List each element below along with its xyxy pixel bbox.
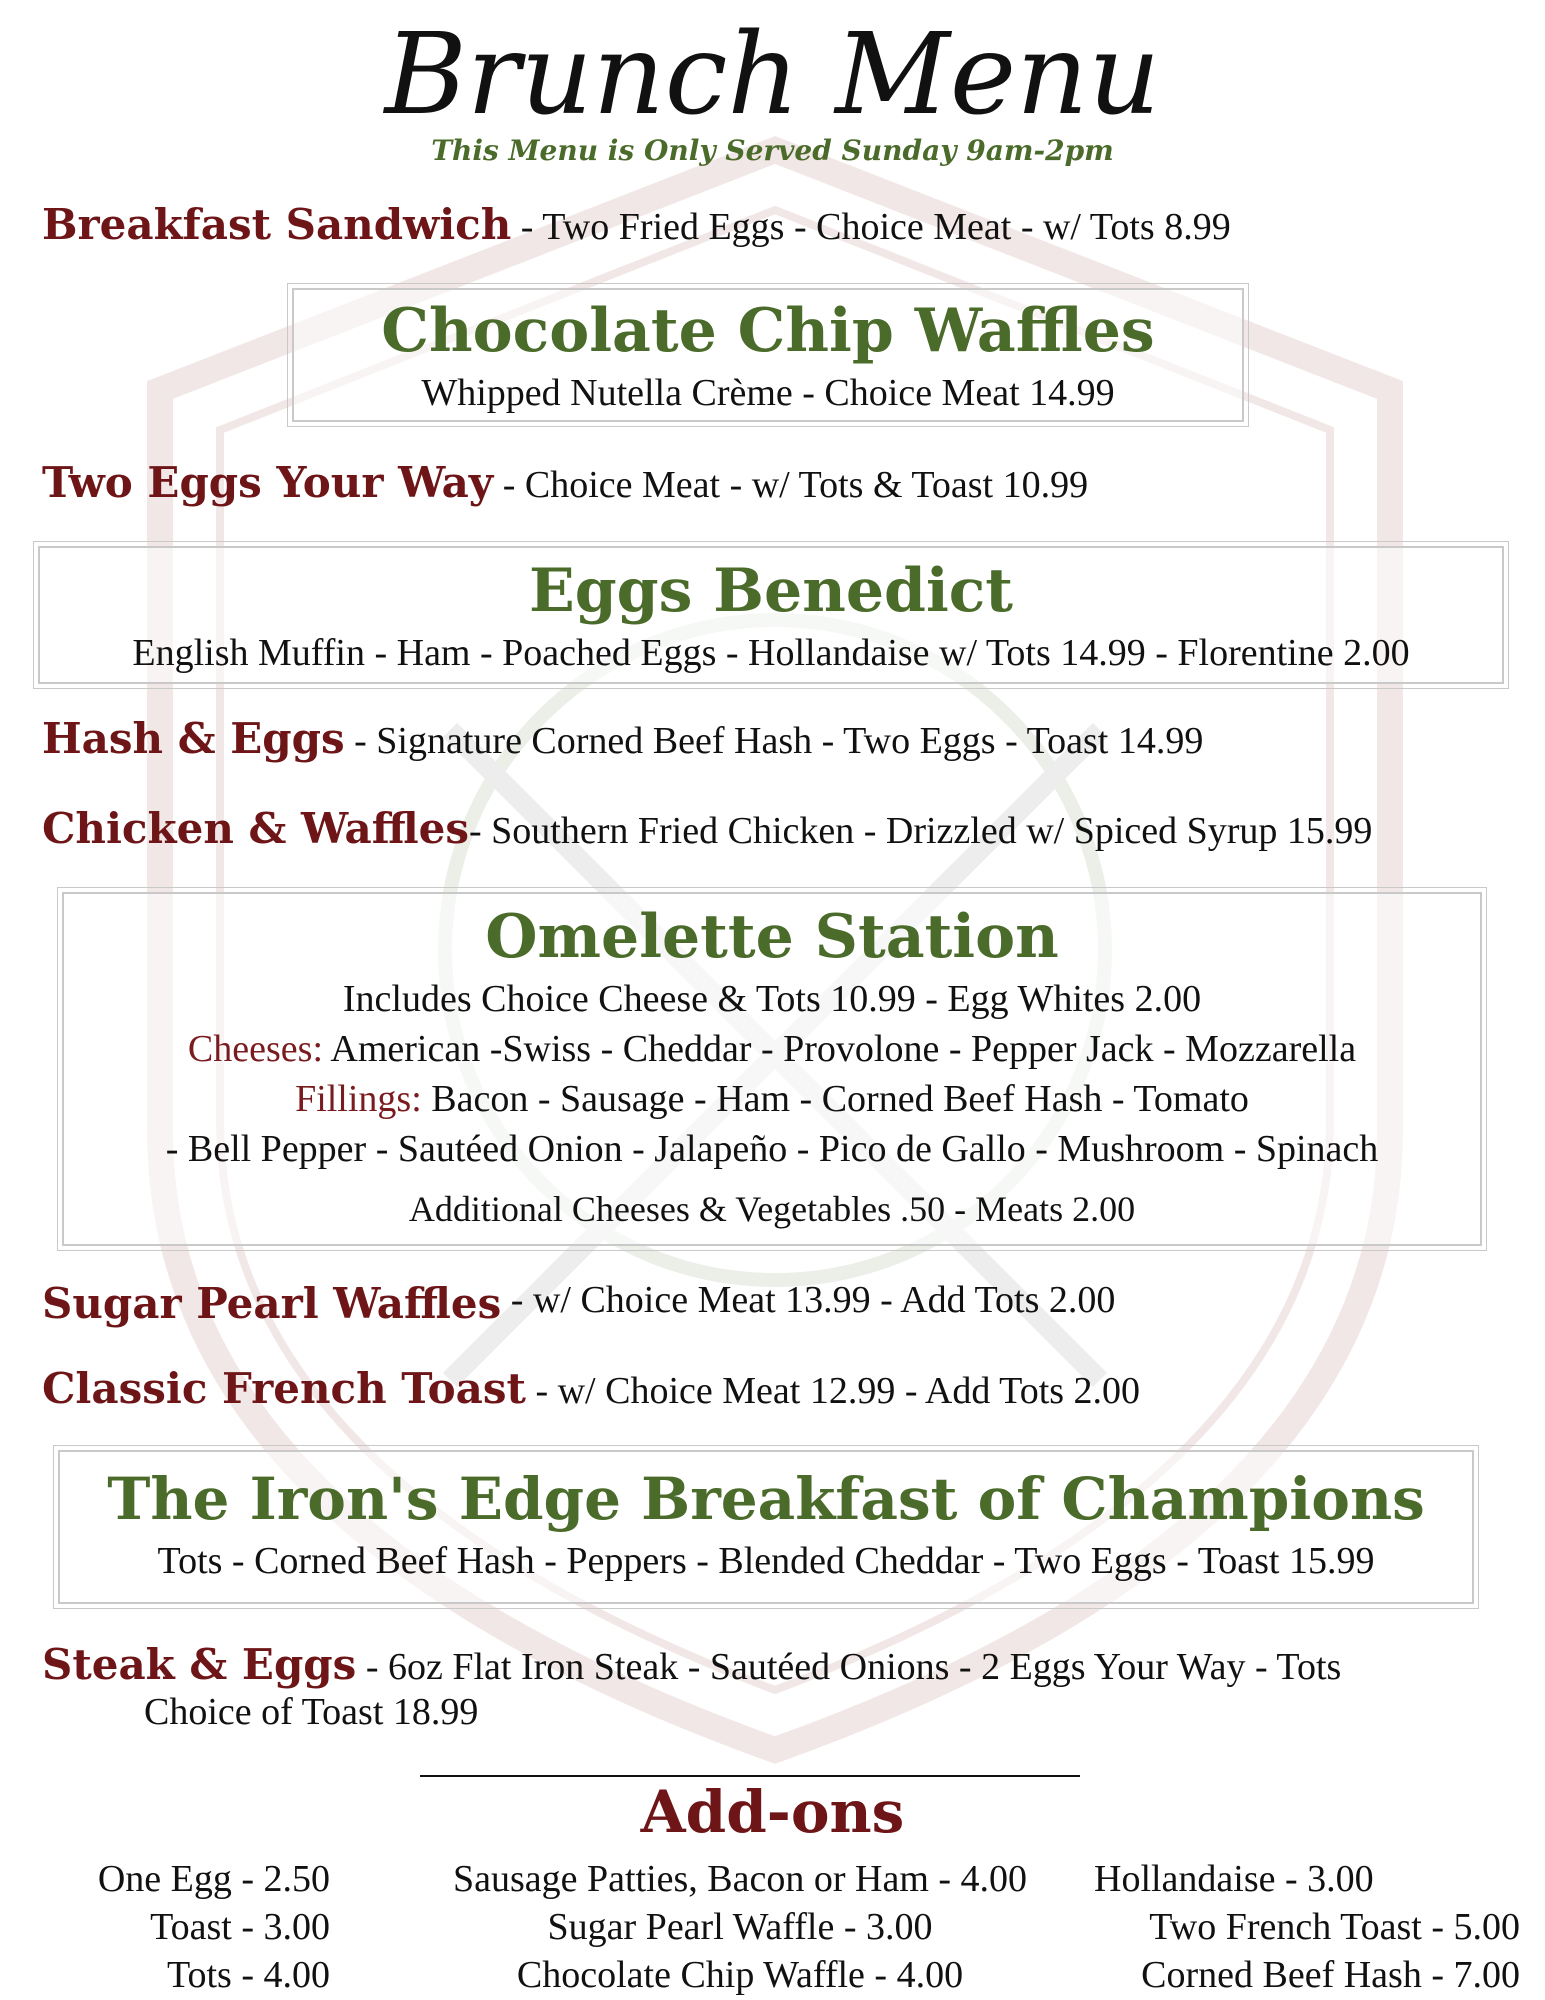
item-description: - w/ Choice Meat 12.99 - Add Tots 2.00 xyxy=(525,1370,1141,1412)
addon-item: Toast - 3.00 xyxy=(150,1906,330,1948)
box-title: Omelette Station xyxy=(485,902,1059,972)
item-name: Two Eggs Your Way xyxy=(42,458,494,507)
item-description-continued: Choice of Toast 18.99 xyxy=(144,1691,479,1733)
menu-item-hash-eggs xyxy=(42,714,1203,763)
item-description: - Two Fried Eggs - Choice Meat - w/ Tots 8.99 xyxy=(511,206,1231,248)
omelette-extras: Additional Cheeses & Vegetables .50 - Meats 2.00 xyxy=(408,1189,1136,1229)
omelette-cheeses xyxy=(64,1024,1480,1074)
box-description: Tots - Corned Beef Hash - Peppers - Blended Cheddar - Two Eggs - Toast 15.99 xyxy=(157,1540,1375,1582)
addon-item: Sugar Pearl Waffle - 3.00 xyxy=(547,1906,933,1948)
featured-box-benedict xyxy=(38,546,1504,684)
box-description: Whipped Nutella Crème - Choice Meat 14.99 xyxy=(421,372,1115,414)
menu-subtitle: This Menu is Only Served Sunday 9am-2pm xyxy=(431,134,1114,167)
featured-box-champions xyxy=(58,1450,1474,1604)
fillings-list: Bacon - Sausage - Ham - Corned Beef Hash - Tomato xyxy=(421,1078,1249,1120)
cheeses-list: American -Swiss - Cheddar - Provolone - Pepper Jack - Mozzarella xyxy=(323,1028,1357,1070)
omelette-fillings-continued: - Bell Pepper - Sautéed Onion - Jalapeño - Pico de Gallo - Mushroom - Spinach xyxy=(165,1128,1379,1170)
omelette-includes: Includes Choice Cheese & Tots 10.99 - Egg Whites 2.00 xyxy=(342,978,1202,1020)
omelette-fillings xyxy=(64,1074,1480,1124)
menu-item-sugar-pearl-waffles xyxy=(42,1278,1115,1328)
item-description: - Choice Meat - w/ Tots & Toast 10.99 xyxy=(493,464,1089,506)
addon-item: One Egg - 2.50 xyxy=(97,1858,330,1900)
item-description: - Signature Corned Beef Hash - Two Eggs - Toast 14.99 xyxy=(344,720,1204,762)
item-description: - w/ Choice Meat 13.99 - Add Tots 2.00 xyxy=(501,1279,1116,1321)
item-name: Breakfast Sandwich xyxy=(42,200,512,249)
menu-item-steak-eggs xyxy=(42,1640,1341,1689)
addons-column-3 xyxy=(1090,1855,1520,1999)
addons-title: Add-ons xyxy=(640,1778,905,1846)
menu-title: Brunch Menu xyxy=(384,10,1161,140)
addons-column-2 xyxy=(410,1855,1070,1999)
addon-item: Sausage Patties, Bacon or Ham - 4.00 xyxy=(452,1858,1028,1900)
item-name: Classic French Toast xyxy=(42,1364,526,1413)
addon-item: Hollandaise - 3.00 xyxy=(1094,1858,1374,1900)
item-name: Sugar Pearl Waffles xyxy=(42,1279,502,1328)
box-title: The Iron's Edge Breakfast of Champions xyxy=(107,1465,1425,1533)
fillings-label: Fillings: xyxy=(295,1078,422,1120)
box-description: English Muffin - Ham - Poached Eggs - Hollandaise w/ Tots 14.99 - Florentine 2.00 xyxy=(132,632,1410,674)
cheeses-label: Cheeses: xyxy=(187,1028,323,1070)
item-name: Hash & Eggs xyxy=(42,714,345,763)
box-title: Chocolate Chip Waffles xyxy=(381,296,1155,366)
item-name: Chicken & Waffles xyxy=(42,804,470,853)
item-name: Steak & Eggs xyxy=(42,1640,357,1689)
addon-item: Tots - 4.00 xyxy=(166,1954,330,1996)
featured-box-omelette xyxy=(62,892,1482,1246)
menu-item-breakfast-sandwich xyxy=(42,200,1231,249)
divider xyxy=(420,1775,1080,1777)
item-description: - 6oz Flat Iron Steak - Sautéed Onions - 2 Eggs Your Way - Tots xyxy=(356,1646,1342,1688)
addon-item: Corned Beef Hash - 7.00 xyxy=(1141,1954,1520,1996)
addon-item: Chocolate Chip Waffle - 4.00 xyxy=(516,1954,964,1996)
menu-item-two-eggs xyxy=(42,458,1088,507)
addon-item: Two French Toast - 5.00 xyxy=(1149,1906,1520,1948)
box-title: Eggs Benedict xyxy=(529,556,1013,626)
menu-item-french-toast xyxy=(42,1364,1140,1413)
item-description: - Southern Fried Chicken - Drizzled w/ Spiced Syrup 15.99 xyxy=(469,810,1373,852)
featured-box-waffles xyxy=(292,288,1244,422)
menu-item-chicken-waffles xyxy=(42,804,1372,853)
addons-column-1 xyxy=(60,1855,330,1999)
